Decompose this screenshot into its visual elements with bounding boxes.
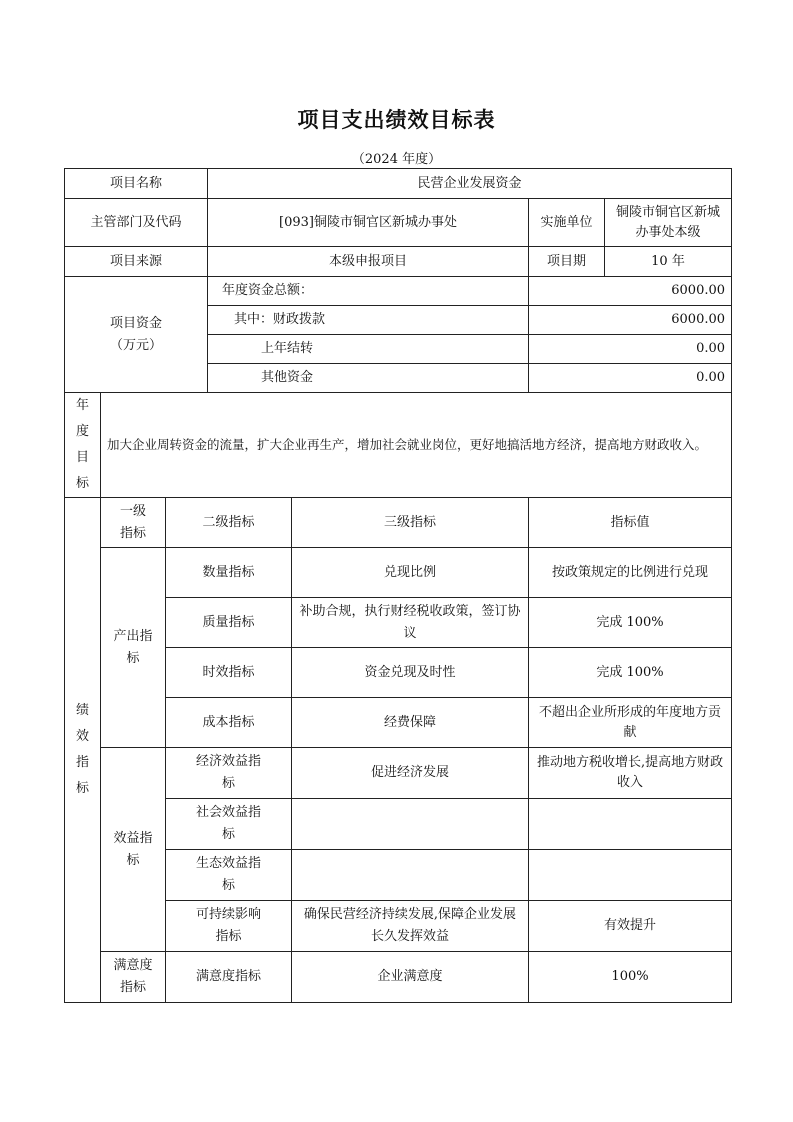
header-level2: 二级指标 bbox=[166, 498, 292, 548]
project-name-value: 民营企业发展资金 bbox=[208, 169, 732, 199]
value-cell: 完成 100% bbox=[529, 598, 732, 648]
indicator-row bbox=[65, 952, 732, 1003]
level2-cell: 社会效益指 标 bbox=[166, 799, 292, 850]
header-value: 指标值 bbox=[529, 498, 732, 548]
value-cell: 按政策规定的比例进行兑现 bbox=[529, 548, 732, 598]
value-cell: 不超出企业所形成的年度地方贡献 bbox=[529, 698, 732, 748]
funds-total-value: 6000.00 bbox=[529, 277, 732, 306]
level2-cell: 质量指标 bbox=[166, 598, 292, 648]
project-name-label: 项目名称 bbox=[65, 169, 208, 199]
value-cell: 完成 100% bbox=[529, 648, 732, 698]
indicator-row bbox=[65, 648, 732, 698]
value-cell: 100% bbox=[529, 952, 732, 1003]
row-project-name bbox=[65, 169, 732, 199]
page-title: 项目支出绩效目标表 bbox=[297, 107, 496, 132]
indicator-row bbox=[65, 698, 732, 748]
funds-carryover-value: 0.00 bbox=[529, 335, 732, 364]
level3-cell: 企业满意度 bbox=[292, 952, 529, 1003]
level2-cell: 可持续影响 指标 bbox=[166, 901, 292, 952]
indicators-label: 绩 效 指 标 bbox=[65, 498, 101, 1003]
funds-total-label: 年度资金总额： bbox=[208, 277, 529, 306]
row-department bbox=[65, 199, 732, 247]
level2-cell: 成本指标 bbox=[166, 698, 292, 748]
funds-row bbox=[65, 277, 732, 306]
value-cell: 推动地方税收增长,提高地方财政收入 bbox=[529, 748, 732, 799]
level2-cell: 时效指标 bbox=[166, 648, 292, 698]
value-cell: 有效提升 bbox=[529, 901, 732, 952]
funds-carryover-label: 上年结转 bbox=[208, 335, 529, 364]
indicator-row bbox=[65, 598, 732, 648]
output-indicators-label: 产出指 标 bbox=[101, 548, 166, 748]
indicator-row bbox=[65, 748, 732, 799]
indicator-row bbox=[65, 850, 732, 901]
annual-goal-text: 加大企业周转资金的流量，扩大企业再生产，增加社会就业岗位，更好地搞活地方经济，提高地方财政收入。 bbox=[101, 393, 732, 498]
source-value: 本级申报项目 bbox=[208, 247, 529, 277]
level3-cell bbox=[292, 799, 529, 850]
implementing-unit-value: 铜陵市铜官区新城办事处本级 bbox=[605, 199, 732, 247]
funds-other-label: 其他资金 bbox=[208, 364, 529, 393]
level3-cell: 资金兑现及时性 bbox=[292, 648, 529, 698]
header-level3: 三级指标 bbox=[292, 498, 529, 548]
implementing-unit-label: 实施单位 bbox=[529, 199, 605, 247]
indicator-row bbox=[65, 901, 732, 952]
annual-goal-label: 年 度 目 标 bbox=[65, 393, 101, 498]
level2-cell: 数量指标 bbox=[166, 548, 292, 598]
level3-cell: 兑现比例 bbox=[292, 548, 529, 598]
header-level1: 一级 指标 bbox=[101, 498, 166, 548]
performance-table bbox=[64, 168, 732, 1003]
source-label: 项目来源 bbox=[65, 247, 208, 277]
level3-cell: 补助合规，执行财经税收政策，签订协 议 bbox=[292, 598, 529, 648]
indicator-header-row bbox=[65, 498, 732, 548]
funds-label: 项目资金 （万元） bbox=[65, 277, 208, 393]
year-subtitle: （2024 年度） bbox=[351, 152, 442, 167]
period-label: 项目期 bbox=[529, 247, 605, 277]
row-annual-goal bbox=[65, 393, 732, 498]
funds-other-value: 0.00 bbox=[529, 364, 732, 393]
row-source bbox=[65, 247, 732, 277]
value-cell bbox=[529, 850, 732, 901]
indicator-row bbox=[65, 548, 732, 598]
benefit-indicators-label: 效益指 标 bbox=[101, 748, 166, 952]
value-cell bbox=[529, 799, 732, 850]
level3-cell: 促进经济发展 bbox=[292, 748, 529, 799]
level3-cell: 经费保障 bbox=[292, 698, 529, 748]
satisfaction-label: 满意度 指标 bbox=[101, 952, 166, 1003]
level2-cell: 经济效益指 标 bbox=[166, 748, 292, 799]
funds-fiscal-label: 其中：财政拨款 bbox=[208, 306, 529, 335]
department-value: [093]铜陵市铜官区新城办事处 bbox=[208, 199, 529, 247]
level3-cell bbox=[292, 850, 529, 901]
period-value: 10 年 bbox=[605, 247, 732, 277]
level2-cell: 生态效益指 标 bbox=[166, 850, 292, 901]
department-label: 主管部门及代码 bbox=[65, 199, 208, 247]
indicator-row bbox=[65, 799, 732, 850]
funds-fiscal-value: 6000.00 bbox=[529, 306, 732, 335]
level2-cell: 满意度指标 bbox=[166, 952, 292, 1003]
level3-cell: 确保民营经济持续发展,保障企业发展 长久发挥效益 bbox=[292, 901, 529, 952]
